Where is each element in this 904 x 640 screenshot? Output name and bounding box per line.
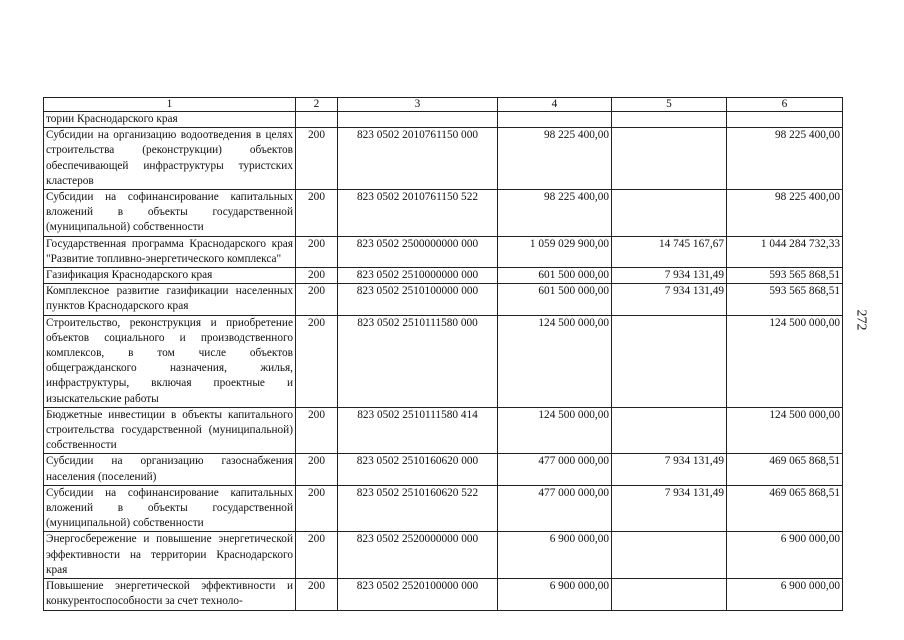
- row-classification-code-cell: [338, 112, 498, 128]
- row-classification-code-cell: 823 0502 2010761150 000: [338, 128, 498, 190]
- row-final-amount-cell: 124 500 000,00: [727, 315, 843, 407]
- row-name-cell: Субсидии на софинансирование капитальных вложений в объекты государственной (муниципальной) собственности: [44, 190, 296, 237]
- row-change-amount-cell: [612, 190, 727, 237]
- row-final-amount-cell: 6 900 000,00: [727, 579, 843, 610]
- column-header-4: 4: [498, 98, 612, 112]
- table-row: [44, 190, 843, 237]
- row-approved-amount-cell: 98 225 400,00: [498, 128, 612, 190]
- row-final-amount-cell: 469 065 868,51: [727, 485, 843, 532]
- row-approved-amount-cell: 477 000 000,00: [498, 454, 612, 485]
- row-final-amount-cell: 98 225 400,00: [727, 128, 843, 190]
- row-approved-amount-cell: 477 000 000,00: [498, 485, 612, 532]
- table-row: [44, 579, 843, 610]
- table-row: [44, 268, 843, 284]
- row-code-cell: 200: [296, 236, 338, 267]
- table-row: [44, 112, 843, 128]
- budget-table-body: [44, 98, 843, 611]
- row-classification-code-cell: 823 0502 2010761150 522: [338, 190, 498, 237]
- row-name-cell: Строительство, реконструкция и приобретение объектов социального и производственного комплексов, в том числе объектов общегражданского назначения, жилья, инфраструктуры, включая проектные и изыскательские работы: [44, 315, 296, 407]
- table-row: [44, 128, 843, 190]
- table-row: [44, 315, 843, 407]
- row-change-amount-cell: 7 934 131,49: [612, 268, 727, 284]
- row-approved-amount-cell: 98 225 400,00: [498, 190, 612, 237]
- row-name-cell: Субсидии на софинансирование капитальных вложений в объекты государственной (муниципальной) собственности: [44, 485, 296, 532]
- row-code-cell: 200: [296, 485, 338, 532]
- row-change-amount-cell: [612, 579, 727, 610]
- row-classification-code-cell: 823 0502 2510111580 414: [338, 407, 498, 454]
- table-row: [44, 236, 843, 267]
- row-name-cell: Субсидии на организацию водоотведения в целях строительства (реконструкции) объектов обеспечивающей инфраструктуры туристских кластеров: [44, 128, 296, 190]
- row-code-cell: 200: [296, 268, 338, 284]
- page-number: 272: [853, 309, 869, 331]
- row-name-cell: Государственная программа Краснодарского края "Развитие топливно-энергетического комплекса": [44, 236, 296, 267]
- row-name-cell: Газификация Краснодарского края: [44, 268, 296, 284]
- table-row: [44, 485, 843, 532]
- table-row: [44, 454, 843, 485]
- row-classification-code-cell: 823 0502 2510160620 522: [338, 485, 498, 532]
- row-approved-amount-cell: [498, 112, 612, 128]
- row-classification-code-cell: 823 0502 2510160620 000: [338, 454, 498, 485]
- row-final-amount-cell: 593 565 868,51: [727, 284, 843, 315]
- row-approved-amount-cell: 601 500 000,00: [498, 284, 612, 315]
- row-approved-amount-cell: 6 900 000,00: [498, 532, 612, 579]
- row-change-amount-cell: [612, 532, 727, 579]
- row-code-cell: 200: [296, 532, 338, 579]
- row-final-amount-cell: 1 044 284 732,33: [727, 236, 843, 267]
- row-code-cell: 200: [296, 284, 338, 315]
- row-change-amount-cell: 7 934 131,49: [612, 485, 727, 532]
- row-name-cell: Энергосбережение и повышение энергетической эффективности на территории Краснодарского края: [44, 532, 296, 579]
- row-change-amount-cell: [612, 407, 727, 454]
- column-header-2: 2: [296, 98, 338, 112]
- column-header-1: 1: [44, 98, 296, 112]
- column-number-header-row: [44, 98, 843, 112]
- row-name-cell: Субсидии на организацию газоснабжения населения (поселений): [44, 454, 296, 485]
- row-final-amount-cell: 593 565 868,51: [727, 268, 843, 284]
- row-code-cell: 200: [296, 454, 338, 485]
- row-change-amount-cell: [612, 128, 727, 190]
- row-final-amount-cell: 124 500 000,00: [727, 407, 843, 454]
- row-code-cell: 200: [296, 407, 338, 454]
- row-classification-code-cell: 823 0502 2500000000 000: [338, 236, 498, 267]
- row-approved-amount-cell: 124 500 000,00: [498, 407, 612, 454]
- table-row: [44, 284, 843, 315]
- row-final-amount-cell: 469 065 868,51: [727, 454, 843, 485]
- row-name-cell: Бюджетные инвестиции в объекты капитального строительства государственной (муниципальной) собственности: [44, 407, 296, 454]
- column-header-6: 6: [727, 98, 843, 112]
- row-classification-code-cell: 823 0502 2510100000 000: [338, 284, 498, 315]
- row-classification-code-cell: 823 0502 2520000000 000: [338, 532, 498, 579]
- row-final-amount-cell: 98 225 400,00: [727, 190, 843, 237]
- row-code-cell: 200: [296, 128, 338, 190]
- row-change-amount-cell: 7 934 131,49: [612, 284, 727, 315]
- column-header-5: 5: [612, 98, 727, 112]
- row-code-cell: [296, 112, 338, 128]
- row-code-cell: 200: [296, 315, 338, 407]
- row-change-amount-cell: [612, 315, 727, 407]
- row-name-cell: Комплексное развитие газификации населенных пунктов Краснодарского края: [44, 284, 296, 315]
- row-classification-code-cell: 823 0502 2510000000 000: [338, 268, 498, 284]
- row-final-amount-cell: 6 900 000,00: [727, 532, 843, 579]
- row-code-cell: 200: [296, 190, 338, 237]
- row-name-cell: Повышение энергетической эффективности и конкурентоспособности за счет техноло-: [44, 579, 296, 610]
- row-change-amount-cell: 14 745 167,67: [612, 236, 727, 267]
- row-classification-code-cell: 823 0502 2520100000 000: [338, 579, 498, 610]
- budget-table: [43, 97, 843, 611]
- row-approved-amount-cell: 1 059 029 900,00: [498, 236, 612, 267]
- row-approved-amount-cell: 601 500 000,00: [498, 268, 612, 284]
- table-row: [44, 532, 843, 579]
- row-classification-code-cell: 823 0502 2510111580 000: [338, 315, 498, 407]
- row-final-amount-cell: [727, 112, 843, 128]
- row-code-cell: 200: [296, 579, 338, 610]
- row-approved-amount-cell: 6 900 000,00: [498, 579, 612, 610]
- row-change-amount-cell: 7 934 131,49: [612, 454, 727, 485]
- row-approved-amount-cell: 124 500 000,00: [498, 315, 612, 407]
- column-header-3: 3: [338, 98, 498, 112]
- row-change-amount-cell: [612, 112, 727, 128]
- table-row: [44, 407, 843, 454]
- row-name-cell: тории Краснодарского края: [44, 112, 296, 128]
